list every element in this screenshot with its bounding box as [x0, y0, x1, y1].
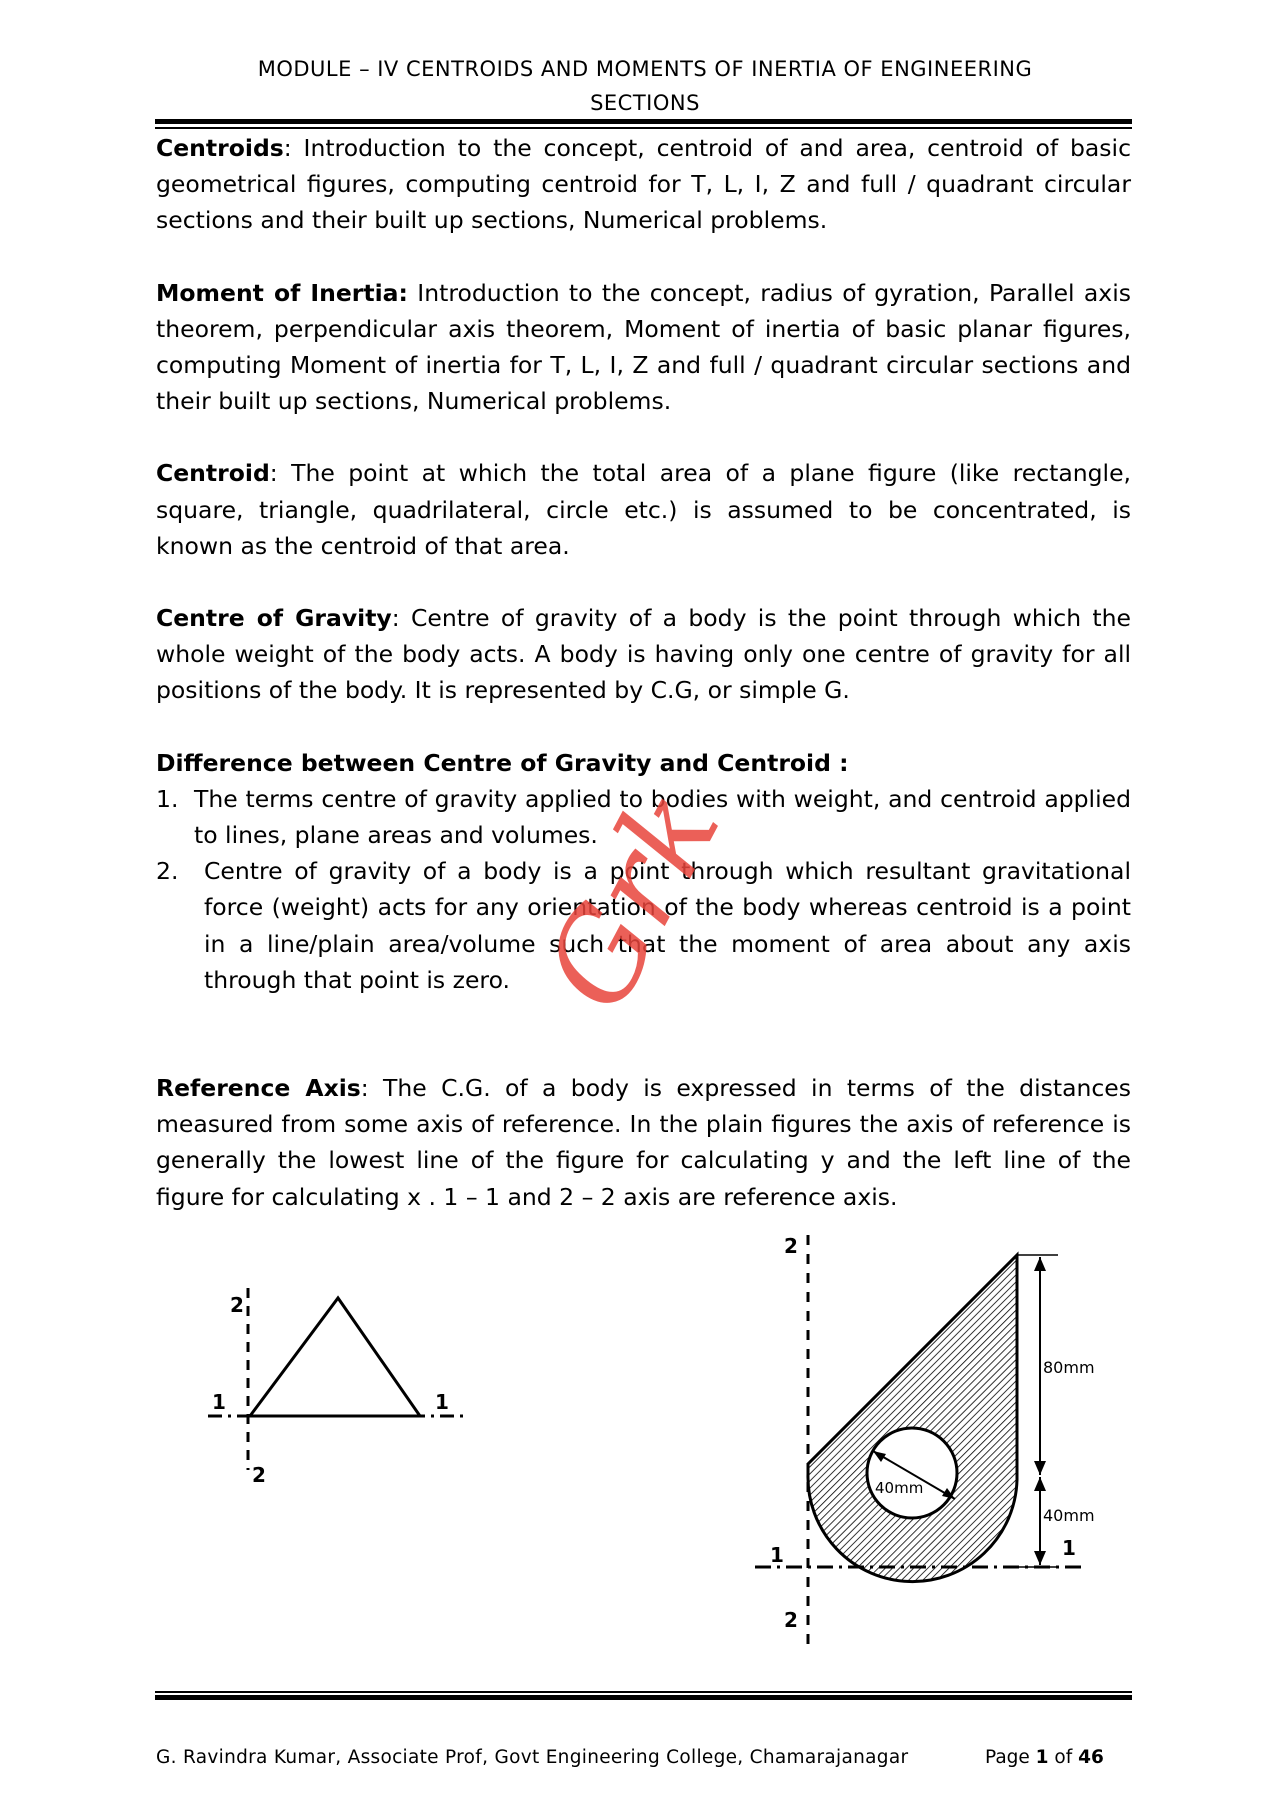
centroids-heading: Centroids	[156, 134, 284, 162]
triangle-axis-label-top: 2	[230, 1293, 244, 1317]
page-content	[156, 130, 1131, 1215]
cog-text: : Centre of gravity of a body is the point through which the whole weight of the body acts. A body is having only one centre of gravity for all positions of the body. It is represented by C.G, or simple G.	[156, 604, 1132, 705]
arrowhead-icon	[1034, 1461, 1046, 1475]
teardrop-axis-label-right: 1	[1062, 1536, 1076, 1560]
page-current: 1	[1035, 1747, 1049, 1768]
page-total: 46	[1078, 1747, 1104, 1768]
reference-axis-heading: Reference Axis	[156, 1074, 361, 1103]
teardrop-axis-label-bottom: 2	[784, 1608, 798, 1632]
triangle-shape	[250, 1298, 420, 1416]
header-rule-thick	[155, 119, 1132, 124]
cog-heading: Centre of Gravity	[156, 604, 392, 633]
teardrop-axis-label-top: 2	[784, 1234, 798, 1258]
difference-heading: Difference between Centre of Gravity and Centroid :	[156, 748, 849, 777]
triangle-axis-label-right: 1	[435, 1390, 449, 1414]
reference-axis-paragraph	[156, 1070, 1131, 1215]
triangle-figure	[200, 1280, 480, 1500]
moi-heading: Moment of Inertia:	[156, 278, 408, 307]
dim-80mm-label: 80mm	[1043, 1358, 1095, 1377]
arrowhead-icon	[1034, 1477, 1046, 1491]
header-line-1: MODULE – IV CENTROIDS AND MOMENTS OF INERTIA OF ENGINEERING	[257, 57, 1033, 81]
footer-rule-thick	[155, 1695, 1132, 1700]
teardrop-shape	[808, 1255, 1017, 1582]
dim-40mm-label: 40mm	[1043, 1506, 1095, 1525]
list-item-number: 1.	[156, 784, 179, 813]
triangle-axis-label-bottom: 2	[252, 1463, 266, 1487]
header-rule-thin	[155, 127, 1132, 129]
page-of: of	[1048, 1747, 1079, 1768]
centroids-paragraph	[156, 130, 1131, 239]
difference-heading-paragraph	[156, 745, 1131, 781]
footer-author: G. Ravindra Kumar, Associate Prof, Govt Engineering College, Chamarajanagar	[156, 1747, 909, 1768]
footer-page-number	[985, 1747, 1104, 1768]
watermark: Grk	[518, 767, 748, 1032]
list-item-text: Centre of gravity of a body is a point through which resultant gravitational force (weight) acts for any orientation of the body whereas centroid is a point in a line/plain area/volume such that the moment of area about any axis through that point is zero.	[204, 857, 1131, 994]
teardrop-figure	[740, 1225, 1110, 1655]
list-item-text: The terms centre of gravity applied to bodies with weight, and centroid applied to lines, plane areas and volumes.	[194, 784, 1131, 850]
centroid-def-text: : The point at which the total area of a plane figure (like rectangle, square, triangle, quadrilateral, circle etc.) is assumed to be concentrated, is known as the centroid of that area.	[156, 459, 1131, 560]
centroid-def-heading: Centroid	[156, 459, 270, 488]
moi-text: Introduction to the concept, radius of gyration, Parallel axis theorem, perpendicular axis theorem, Moment of inertia of basic planar figures, computing Moment of inertia for T, L, I, Z and full / quadrant circular sections and their built up sections, Numerical problems.	[156, 278, 1131, 416]
list-item-number: 2.	[156, 857, 179, 886]
reference-axis-text: : The C.G. of a body is expressed in terms of the distances measured from some axis of reference. In the plain figures the axis of reference is generally the lowest line of the figure for calculating y and the left line of the figure for calculating x . 1 – 1 and 2 – 2 axis are reference axis.	[156, 1074, 1131, 1211]
cog-paragraph	[156, 600, 1131, 709]
page-header	[150, 52, 1140, 120]
triangle-axis-label-left: 1	[212, 1390, 226, 1414]
centroids-text: : Introduction to the concept, centroid of and area, centroid of basic geometrical figures, computing centroid for T, L, I, Z and full / quadrant circular sections and their built up sections, Numerical problems.	[156, 134, 1131, 235]
footer-rule-thin	[155, 1691, 1132, 1693]
centroid-def-paragraph	[156, 455, 1131, 564]
moi-paragraph	[156, 275, 1131, 420]
teardrop-axis-label-left: 1	[770, 1543, 784, 1567]
header-line-2: SECTIONS	[590, 91, 700, 115]
arrowhead-icon	[1034, 1257, 1046, 1271]
page-prefix: Page	[985, 1747, 1036, 1768]
hole-dimension-label: 40mm	[875, 1479, 924, 1497]
arrowhead-icon	[1034, 1551, 1046, 1565]
